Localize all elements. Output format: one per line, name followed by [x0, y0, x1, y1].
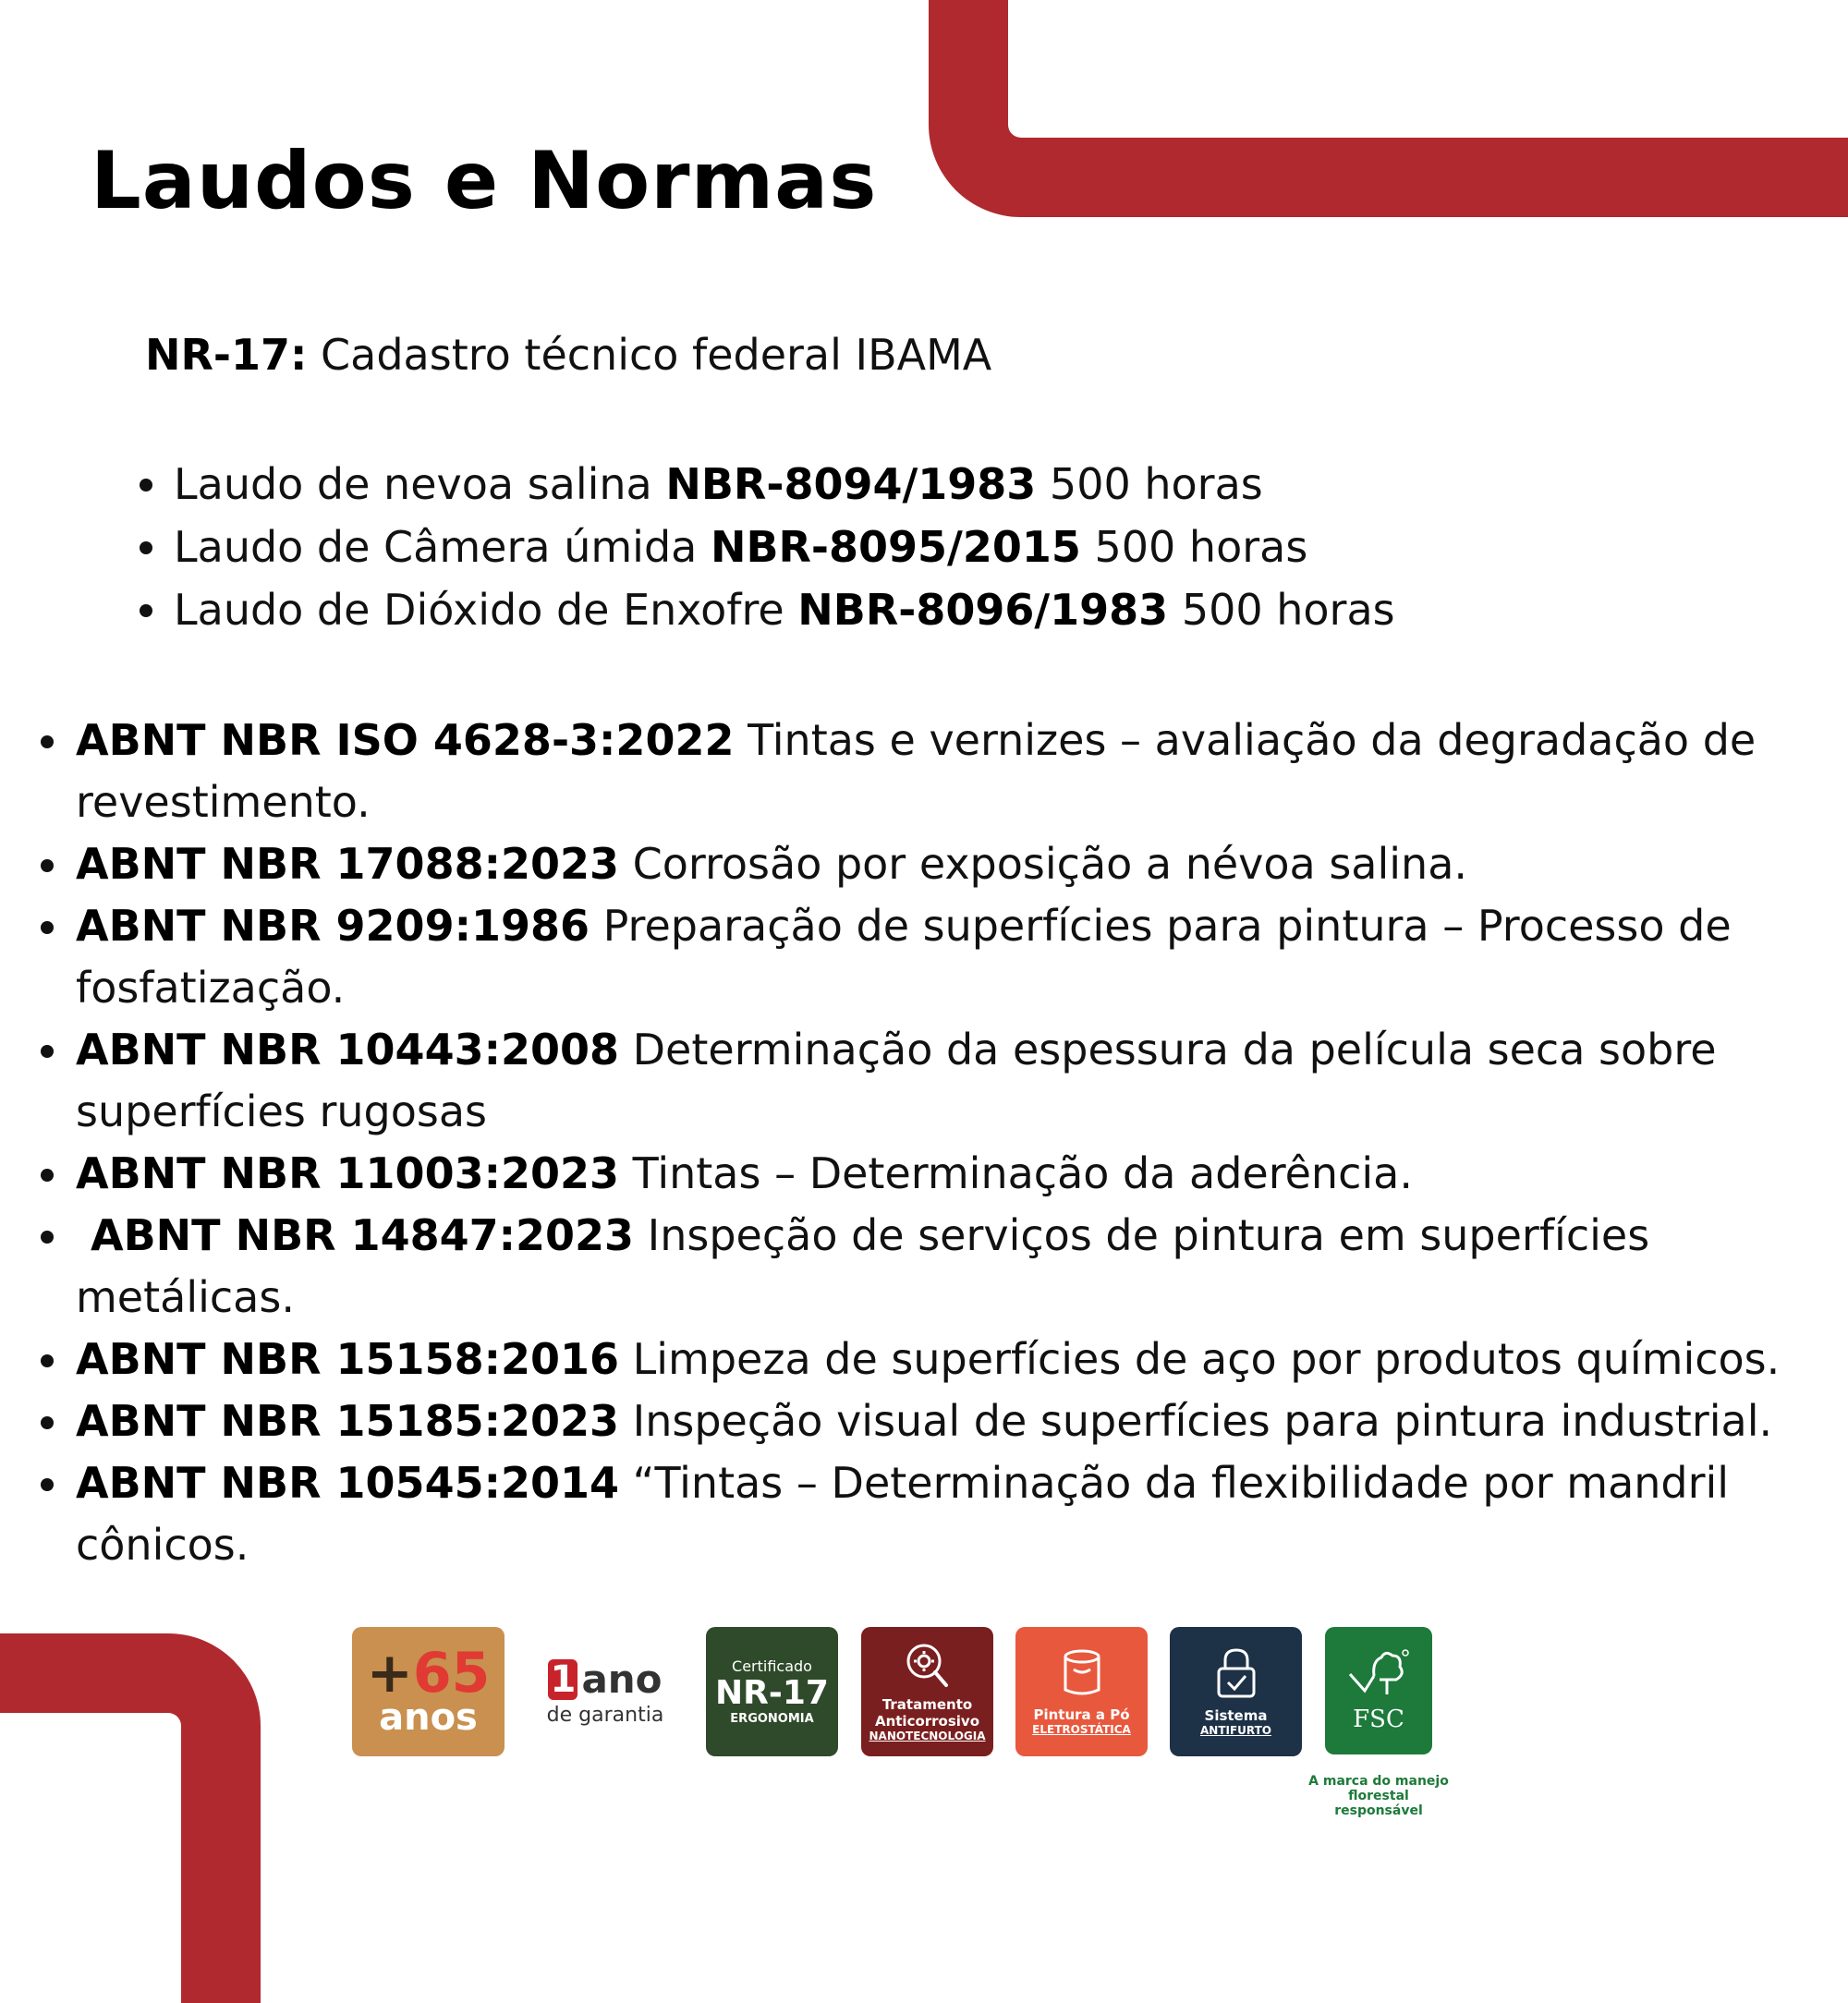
paint-line2: ELETROSTÁTICA: [1032, 1723, 1131, 1736]
decorative-corner-top: [929, 0, 1848, 217]
norma-code: ABNT NBR 10443:2008: [76, 1025, 620, 1074]
norma-description: Determinação da espessura da película seca sobre superfícies rugosas: [76, 1025, 1717, 1136]
norma-code: ABNT NBR 15185:2023: [76, 1396, 620, 1446]
norma-description: Inspeção visual de superfícies para pintura industrial.: [619, 1396, 1773, 1446]
years-label: anos: [379, 1696, 478, 1739]
norma-description: Tintas e vernizes – avaliação da degradação de revestimento.: [76, 715, 1757, 827]
list-item: [134, 453, 1395, 516]
list-item: [35, 1205, 1823, 1329]
list-item: [35, 833, 1823, 895]
norma-code: ABNT NBR 15158:2016: [76, 1334, 620, 1384]
nr17-line: [145, 330, 991, 380]
nr17-badge-line1: Certificado: [732, 1657, 812, 1675]
paint-line1: Pintura a Pó: [1033, 1706, 1130, 1723]
list-item: [35, 1019, 1823, 1143]
years-value: 65: [412, 1641, 491, 1706]
antitheft-badge: [1170, 1627, 1302, 1756]
page-title: Laudos e Normas: [91, 135, 878, 227]
warranty-label: ano: [581, 1657, 663, 1702]
norma-description: Limpeza de superfícies de aço por produtos químicos.: [619, 1334, 1781, 1384]
laudo-duration: 500 horas: [1080, 522, 1308, 572]
list-item: [35, 1329, 1823, 1390]
list-item: [134, 578, 1395, 641]
list-item: [35, 895, 1823, 1019]
decorative-corner-bottom: [0, 1633, 261, 2003]
nr17-text: Cadastro técnico federal IBAMA: [307, 330, 992, 380]
norma-description: “Tintas – Determinação da flexibilidade por mandril cônicos.: [76, 1458, 1730, 1570]
laudo-text: Laudo de Câmera úmida: [174, 522, 711, 572]
laudo-code: NBR-8094/1983: [665, 459, 1037, 509]
nr17-badge: [706, 1627, 838, 1756]
norma-description: Inspeção de serviços de pintura em superfícies metálicas.: [76, 1210, 1650, 1322]
norma-code: ABNT NBR 9209:1986: [76, 901, 590, 951]
norma-code: ABNT NBR 14847:2023: [76, 1210, 635, 1260]
laudo-text: Laudo de nevoa salina: [174, 459, 666, 509]
nr17-label: NR-17:: [145, 330, 308, 380]
fsc-caption-line2: florestal responsável: [1334, 1789, 1423, 1818]
warranty-number: 1: [548, 1659, 578, 1700]
nr17-badge-line2: NR-17: [715, 1674, 829, 1712]
years-number: [366, 1641, 491, 1706]
laudos-list: [134, 453, 1395, 641]
plus-sign: +: [366, 1641, 413, 1706]
fsc-badge: [1325, 1627, 1432, 1754]
fsc-caption-line1: A marca do manejo: [1308, 1774, 1449, 1789]
norma-code: ABNT NBR 10545:2014: [76, 1458, 620, 1508]
warranty-sub: de garantia: [546, 1704, 664, 1727]
list-item: [35, 1143, 1823, 1205]
magnifier-gear-icon: [900, 1641, 955, 1689]
antitheft-line1: Sistema: [1204, 1707, 1268, 1724]
years-badge: [352, 1627, 505, 1756]
norma-description: Preparação de superfícies para pintura – Processo de fosfatização.: [76, 901, 1732, 1013]
paint-can-icon: [1059, 1647, 1105, 1699]
norma-code: ABNT NBR 17088:2023: [76, 839, 620, 889]
laudo-text: Laudo de Dióxido de Enxofre: [174, 585, 798, 635]
laudo-duration: 500 horas: [1168, 585, 1395, 635]
fsc-caption: [1305, 1774, 1453, 1818]
treatment-line3: NANOTECNOLOGIA: [869, 1730, 986, 1742]
fsc-label: FSC: [1353, 1706, 1404, 1733]
antitheft-line2: ANTIFURTO: [1199, 1724, 1271, 1737]
tree-check-icon: [1346, 1648, 1411, 1702]
laudo-code: NBR-8095/2015: [710, 522, 1081, 572]
list-item: [35, 710, 1823, 833]
laudo-duration: 500 horas: [1036, 459, 1263, 509]
list-item: [134, 516, 1395, 578]
nr17-badge-line3: ERGONOMIA: [730, 1712, 814, 1726]
norma-description: Tintas – Determinação da aderência.: [619, 1148, 1413, 1198]
norma-code: ABNT NBR ISO 4628-3:2022: [76, 715, 735, 765]
normas-list: [35, 710, 1823, 1576]
treatment-badge: [861, 1627, 993, 1756]
powder-paint-badge: [1015, 1627, 1148, 1756]
lock-check-icon: [1213, 1646, 1259, 1700]
norma-code: ABNT NBR 11003:2023: [76, 1148, 620, 1198]
treatment-line2: Anticorrosivo: [874, 1713, 980, 1730]
laudo-code: NBR-8096/1983: [797, 585, 1169, 635]
warranty-badge: [531, 1627, 679, 1756]
norma-description: Corrosão por exposição a névoa salina.: [619, 839, 1468, 889]
list-item: [35, 1452, 1823, 1576]
list-item: [35, 1390, 1823, 1452]
treatment-line1: Tratamento: [881, 1696, 973, 1713]
